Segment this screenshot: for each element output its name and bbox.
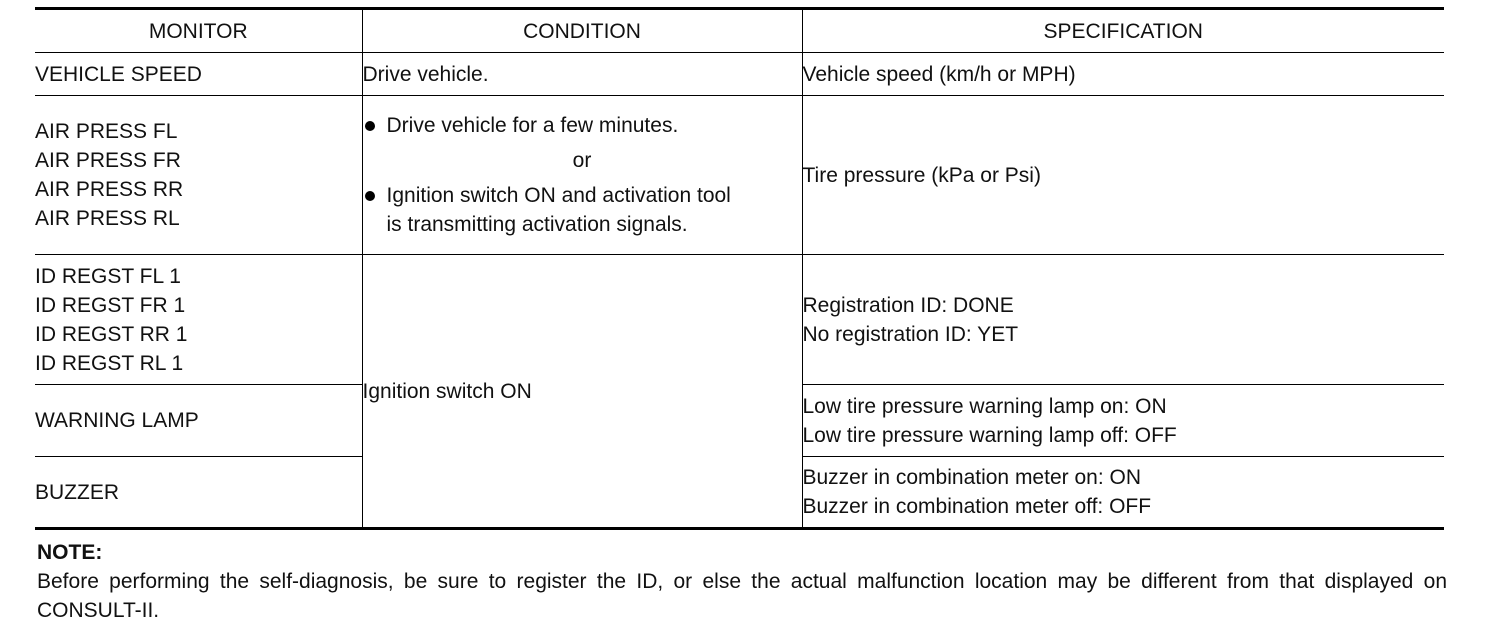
monitor-item: AIR PRESS FR: [35, 149, 181, 172]
condition-bullet: [363, 181, 802, 210]
monitor-cell: [35, 53, 362, 96]
shared-condition-cell: Ignition switch ON: [362, 255, 802, 529]
condition-cell: [362, 96, 802, 255]
condition-text: Ignition switch ON and activation tool: [386, 184, 731, 207]
monitor-item: ID REGST RR 1: [35, 322, 188, 346]
monitor-item: ID REGST RL 1: [35, 351, 184, 375]
specification-item: Tire pressure (kPa or Psi): [802, 163, 1041, 187]
specification-cell: [802, 53, 1444, 96]
monitor-item: AIR PRESS RR: [35, 178, 184, 201]
specification-cell: [802, 255, 1444, 385]
note-block: [37, 538, 1447, 625]
specification-cell: [802, 385, 1444, 457]
monitor-item: BUZZER: [35, 480, 119, 504]
bullet-icon: [365, 121, 375, 131]
condition-or: or: [572, 149, 592, 172]
specification-item: Low tire pressure warning lamp off: OFF: [802, 423, 1177, 447]
note-text: Before performing the self-diagnosis, be sure to register the ID, or else the actual malfunction location may be different from that displayed on CONSULT-II.: [37, 570, 1447, 622]
monitor-item: ID REGST FR 1: [35, 293, 186, 317]
condition-cell: Drive vehicle.: [362, 53, 802, 96]
header-monitor: MONITOR: [35, 9, 362, 53]
bullet-icon: [365, 191, 375, 201]
monitor-cell: [35, 96, 362, 255]
monitor-item: AIR PRESS FL: [35, 120, 178, 143]
note-title: NOTE:: [37, 541, 103, 564]
monitor-item: AIR PRESS RL: [35, 207, 180, 230]
specification-item: Buzzer in combination meter off: OFF: [802, 495, 1152, 518]
specification-item: No registration ID: YET: [802, 322, 1019, 346]
monitor-cell: [35, 385, 362, 457]
header-condition: CONDITION: [362, 9, 802, 53]
table-row: [35, 255, 1444, 385]
specification-item: Buzzer in combination meter on: ON: [802, 466, 1141, 489]
specification-item: Vehicle speed (km/h or MPH): [802, 62, 1076, 86]
specification-item: Registration ID: DONE: [802, 293, 1014, 317]
monitor-item: VEHICLE SPEED: [35, 62, 202, 86]
condition-text: Drive vehicle for a few minutes.: [386, 114, 679, 137]
specification-cell: [802, 457, 1444, 529]
monitor-item: WARNING LAMP: [35, 409, 199, 432]
monitor-spec-table: [35, 7, 1444, 530]
table-row: [35, 53, 1444, 96]
table-header-row: [35, 9, 1444, 53]
monitor-item: ID REGST FL 1: [35, 264, 181, 288]
condition-bullet: [363, 111, 802, 140]
monitor-spec-table-wrapper: [35, 7, 1444, 530]
table-row: [35, 96, 1444, 255]
specification-cell: [802, 96, 1444, 255]
monitor-cell: [35, 457, 362, 529]
header-specification: SPECIFICATION: [802, 9, 1444, 53]
condition-text-continued: is transmitting activation signals.: [386, 213, 688, 236]
specification-item: Low tire pressure warning lamp on: ON: [802, 394, 1167, 418]
monitor-cell: [35, 255, 362, 385]
